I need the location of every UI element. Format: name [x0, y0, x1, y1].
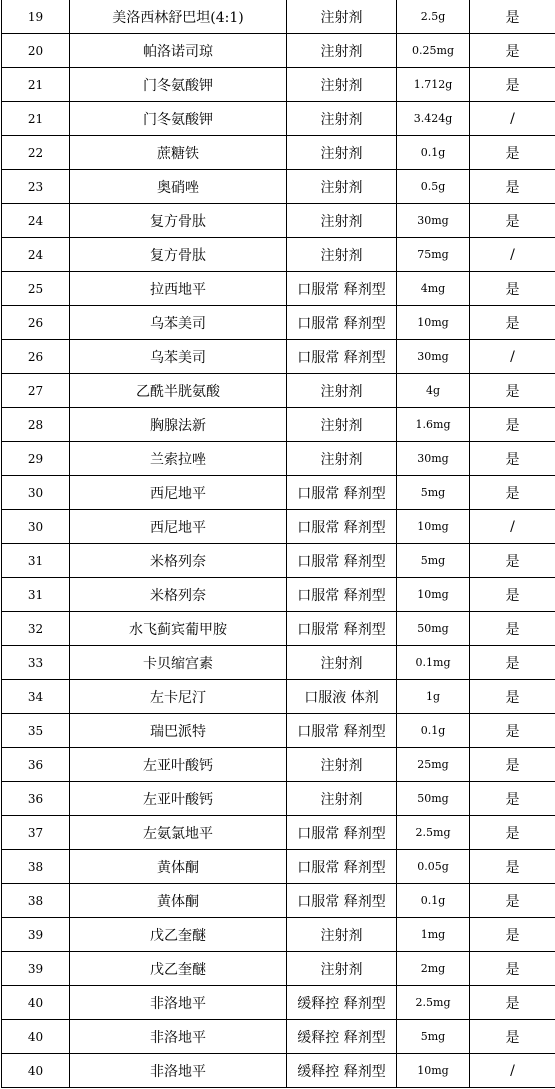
- drug-name: 黄体酮: [70, 850, 287, 884]
- drug-name: 蔗糖铁: [70, 136, 287, 170]
- strength: 0.1mg: [397, 646, 470, 680]
- row-number: 29: [2, 442, 70, 476]
- dosage-form: 注射剂: [287, 0, 397, 34]
- row-number: 35: [2, 714, 70, 748]
- table-row: [2, 884, 555, 918]
- dosage-form: 注射剂: [287, 374, 397, 408]
- dosage-form: 注射剂: [287, 68, 397, 102]
- strength: 0.5g: [397, 170, 470, 204]
- strength: 2.5mg: [397, 986, 470, 1020]
- drug-name: 乌苯美司: [70, 306, 287, 340]
- table-row: [2, 306, 555, 340]
- strength: 50mg: [397, 782, 470, 816]
- dosage-form: 注射剂: [287, 918, 397, 952]
- table-row: [2, 136, 555, 170]
- row-number: 26: [2, 306, 70, 340]
- table-row: [2, 918, 555, 952]
- flag-cell: 是: [470, 952, 555, 986]
- flag-cell: 是: [470, 918, 555, 952]
- dosage-form: 注射剂: [287, 408, 397, 442]
- dosage-form: 口服常 释剂型: [287, 816, 397, 850]
- table-row: [2, 714, 555, 748]
- drug-name: 门冬氨酸钾: [70, 68, 287, 102]
- strength: 0.1g: [397, 884, 470, 918]
- drug-name: 复方骨肽: [70, 204, 287, 238]
- strength: 2.5g: [397, 0, 470, 34]
- flag-cell: /: [470, 238, 555, 272]
- table-row: [2, 0, 555, 34]
- dosage-form: 口服常 释剂型: [287, 510, 397, 544]
- row-number: 40: [2, 986, 70, 1020]
- row-number: 31: [2, 544, 70, 578]
- flag-cell: 是: [470, 204, 555, 238]
- dosage-form: 注射剂: [287, 646, 397, 680]
- table-row: [2, 408, 555, 442]
- flag-cell: 是: [470, 476, 555, 510]
- drug-name: 西尼地平: [70, 476, 287, 510]
- flag-cell: 是: [470, 0, 555, 34]
- drug-name: 左亚叶酸钙: [70, 748, 287, 782]
- dosage-form: 注射剂: [287, 136, 397, 170]
- flag-cell: 是: [470, 34, 555, 68]
- drug-name: 奥硝唑: [70, 170, 287, 204]
- drug-name: 左卡尼汀: [70, 680, 287, 714]
- row-number: 25: [2, 272, 70, 306]
- dosage-form: 口服液 体剂: [287, 680, 397, 714]
- dosage-form: 口服常 释剂型: [287, 340, 397, 374]
- drug-name: 乌苯美司: [70, 340, 287, 374]
- flag-cell: 是: [470, 782, 555, 816]
- table-row: [2, 850, 555, 884]
- dosage-form: 注射剂: [287, 170, 397, 204]
- row-number: 27: [2, 374, 70, 408]
- table-row: [2, 748, 555, 782]
- drug-name: 兰索拉唑: [70, 442, 287, 476]
- strength: 2.5mg: [397, 816, 470, 850]
- flag-cell: 是: [470, 714, 555, 748]
- table-row: [2, 612, 555, 646]
- strength: 4mg: [397, 272, 470, 306]
- dosage-form: 口服常 释剂型: [287, 850, 397, 884]
- strength: 75mg: [397, 238, 470, 272]
- flag-cell: 是: [470, 612, 555, 646]
- strength: 5mg: [397, 1020, 470, 1054]
- flag-cell: 是: [470, 986, 555, 1020]
- table-row: [2, 170, 555, 204]
- drug-name: 西尼地平: [70, 510, 287, 544]
- drug-name: 戊乙奎醚: [70, 918, 287, 952]
- row-number: 36: [2, 782, 70, 816]
- strength: 1.712g: [397, 68, 470, 102]
- dosage-form: 缓释控 释剂型: [287, 1020, 397, 1054]
- row-number: 38: [2, 884, 70, 918]
- table-row: [2, 782, 555, 816]
- strength: 10mg: [397, 1054, 470, 1088]
- strength: 0.05g: [397, 850, 470, 884]
- table-row: [2, 34, 555, 68]
- dosage-form: 口服常 释剂型: [287, 714, 397, 748]
- row-number: 36: [2, 748, 70, 782]
- drug-name: 胸腺法新: [70, 408, 287, 442]
- table-row: [2, 544, 555, 578]
- table-row: [2, 272, 555, 306]
- row-number: 37: [2, 816, 70, 850]
- dosage-form: 注射剂: [287, 952, 397, 986]
- flag-cell: 是: [470, 748, 555, 782]
- table-row: [2, 1020, 555, 1054]
- flag-cell: 是: [470, 850, 555, 884]
- dosage-form: 缓释控 释剂型: [287, 986, 397, 1020]
- dosage-form: 注射剂: [287, 442, 397, 476]
- strength: 2mg: [397, 952, 470, 986]
- row-number: 23: [2, 170, 70, 204]
- strength: 50mg: [397, 612, 470, 646]
- drug-name: 水飞蓟宾葡甲胺: [70, 612, 287, 646]
- strength: 10mg: [397, 510, 470, 544]
- table-row: [2, 1054, 555, 1088]
- table-row: [2, 340, 555, 374]
- dosage-form: 口服常 释剂型: [287, 476, 397, 510]
- dosage-form: 口服常 释剂型: [287, 884, 397, 918]
- strength: 4g: [397, 374, 470, 408]
- strength: 30mg: [397, 442, 470, 476]
- table-row: [2, 68, 555, 102]
- table-row: [2, 986, 555, 1020]
- row-number: 20: [2, 34, 70, 68]
- table-row: [2, 816, 555, 850]
- drug-name: 帕洛诺司琼: [70, 34, 287, 68]
- row-number: 32: [2, 612, 70, 646]
- strength: 0.1g: [397, 136, 470, 170]
- drug-name: 瑞巴派特: [70, 714, 287, 748]
- table-row: [2, 646, 555, 680]
- flag-cell: 是: [470, 680, 555, 714]
- flag-cell: /: [470, 510, 555, 544]
- flag-cell: 是: [470, 306, 555, 340]
- dosage-form: 注射剂: [287, 238, 397, 272]
- row-number: 39: [2, 952, 70, 986]
- row-number: 38: [2, 850, 70, 884]
- flag-cell: /: [470, 102, 555, 136]
- drug-name: 乙酰半胱氨酸: [70, 374, 287, 408]
- flag-cell: 是: [470, 544, 555, 578]
- flag-cell: 是: [470, 408, 555, 442]
- row-number: 30: [2, 476, 70, 510]
- flag-cell: /: [470, 1054, 555, 1088]
- row-number: 40: [2, 1054, 70, 1088]
- flag-cell: 是: [470, 170, 555, 204]
- flag-cell: 是: [470, 374, 555, 408]
- strength: 3.424g: [397, 102, 470, 136]
- drug-table-body: [2, 0, 555, 1088]
- flag-cell: 是: [470, 272, 555, 306]
- dosage-form: 注射剂: [287, 204, 397, 238]
- flag-cell: 是: [470, 1020, 555, 1054]
- strength: 10mg: [397, 578, 470, 612]
- row-number: 21: [2, 68, 70, 102]
- table-row: [2, 442, 555, 476]
- strength: 0.1g: [397, 714, 470, 748]
- table-row: [2, 374, 555, 408]
- row-number: 21: [2, 102, 70, 136]
- table-row: [2, 680, 555, 714]
- drug-table: [1, 0, 555, 1088]
- drug-name: 卡贝缩宫素: [70, 646, 287, 680]
- drug-name: 美洛西林舒巴坦(4:1): [70, 0, 287, 34]
- strength: 30mg: [397, 204, 470, 238]
- table-row: [2, 238, 555, 272]
- strength: 1mg: [397, 918, 470, 952]
- flag-cell: 是: [470, 646, 555, 680]
- flag-cell: 是: [470, 578, 555, 612]
- row-number: 34: [2, 680, 70, 714]
- dosage-form: 注射剂: [287, 748, 397, 782]
- strength: 0.25mg: [397, 34, 470, 68]
- strength: 5mg: [397, 476, 470, 510]
- drug-name: 复方骨肽: [70, 238, 287, 272]
- dosage-form: 口服常 释剂型: [287, 272, 397, 306]
- flag-cell: 是: [470, 68, 555, 102]
- row-number: 28: [2, 408, 70, 442]
- row-number: 31: [2, 578, 70, 612]
- table-row: [2, 510, 555, 544]
- strength: 10mg: [397, 306, 470, 340]
- flag-cell: 是: [470, 884, 555, 918]
- dosage-form: 口服常 释剂型: [287, 306, 397, 340]
- flag-cell: 是: [470, 816, 555, 850]
- drug-name: 非洛地平: [70, 1054, 287, 1088]
- table-row: [2, 102, 555, 136]
- dosage-form: 注射剂: [287, 102, 397, 136]
- row-number: 30: [2, 510, 70, 544]
- strength: 1g: [397, 680, 470, 714]
- dosage-form: 注射剂: [287, 34, 397, 68]
- row-number: 39: [2, 918, 70, 952]
- row-number: 19: [2, 0, 70, 34]
- table-row: [2, 204, 555, 238]
- strength: 5mg: [397, 544, 470, 578]
- dosage-form: 口服常 释剂型: [287, 544, 397, 578]
- strength: 1.6mg: [397, 408, 470, 442]
- drug-name: 戊乙奎醚: [70, 952, 287, 986]
- drug-name: 拉西地平: [70, 272, 287, 306]
- dosage-form: 口服常 释剂型: [287, 612, 397, 646]
- drug-name: 非洛地平: [70, 1020, 287, 1054]
- table-row: [2, 578, 555, 612]
- strength: 25mg: [397, 748, 470, 782]
- table-row: [2, 476, 555, 510]
- table-row: [2, 952, 555, 986]
- dosage-form: 缓释控 释剂型: [287, 1054, 397, 1088]
- dosage-form: 注射剂: [287, 782, 397, 816]
- strength: 30mg: [397, 340, 470, 374]
- row-number: 40: [2, 1020, 70, 1054]
- drug-name: 米格列奈: [70, 578, 287, 612]
- dosage-form: 口服常 释剂型: [287, 578, 397, 612]
- row-number: 33: [2, 646, 70, 680]
- flag-cell: /: [470, 340, 555, 374]
- flag-cell: 是: [470, 136, 555, 170]
- row-number: 26: [2, 340, 70, 374]
- drug-name: 非洛地平: [70, 986, 287, 1020]
- drug-name: 左氨氯地平: [70, 816, 287, 850]
- flag-cell: 是: [470, 442, 555, 476]
- drug-name: 左亚叶酸钙: [70, 782, 287, 816]
- drug-name: 黄体酮: [70, 884, 287, 918]
- drug-name: 门冬氨酸钾: [70, 102, 287, 136]
- row-number: 22: [2, 136, 70, 170]
- row-number: 24: [2, 204, 70, 238]
- drug-name: 米格列奈: [70, 544, 287, 578]
- row-number: 24: [2, 238, 70, 272]
